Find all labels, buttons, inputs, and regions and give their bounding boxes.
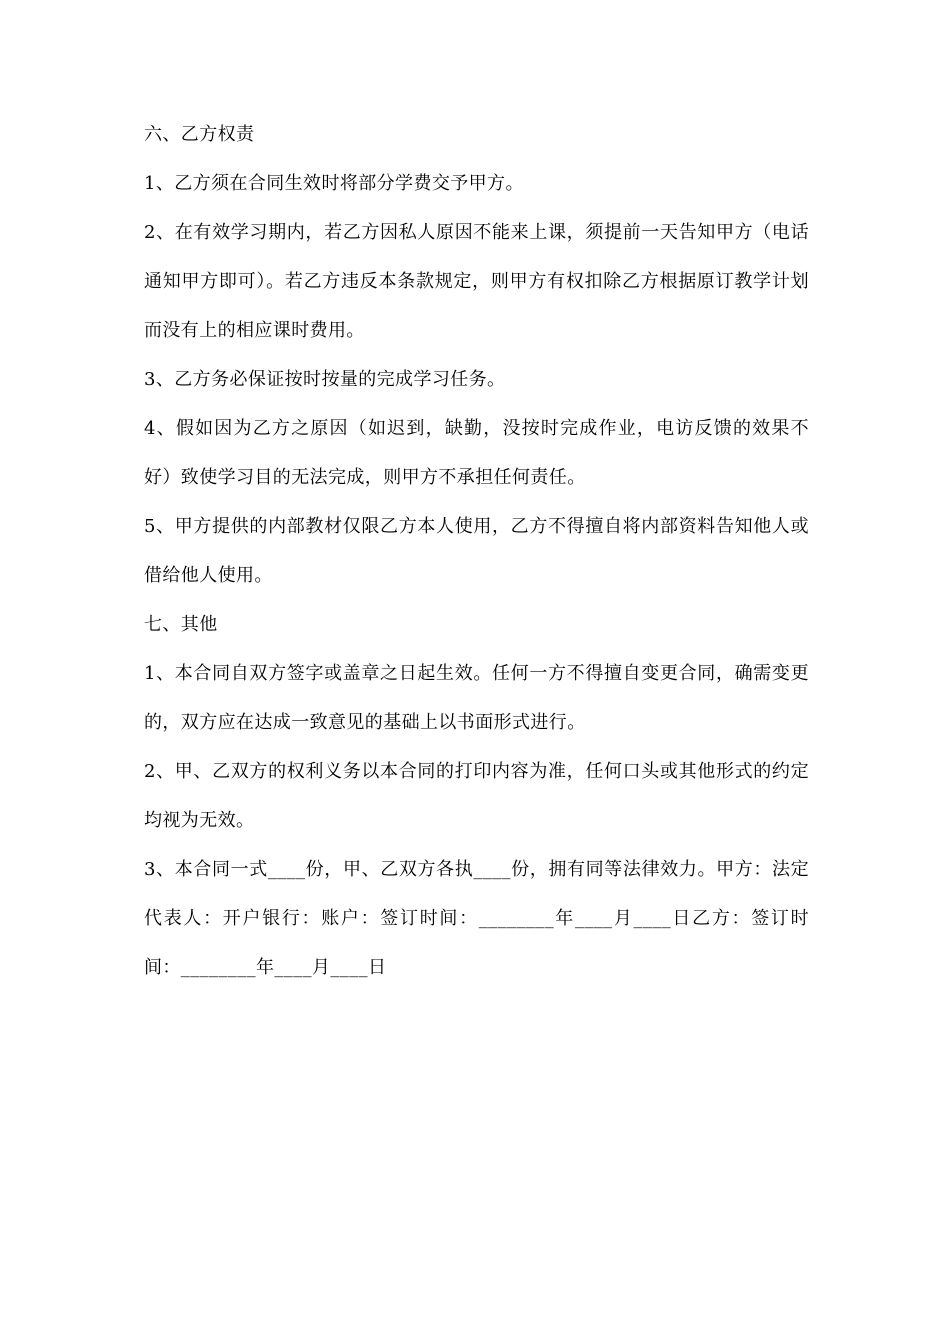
section-6-clause-4: 4、假如因为乙方之原因（如迟到，缺勤，没按时完成作业，电访反馈的效果不好）致使学习目的无法完成，则甲方不承担任何责任。: [144, 418, 809, 488]
section-7-clause-3: 3、本合同一式____份，甲、乙双方各执____份，拥有同等法律效力。甲方：法定代表人：开户银行：账户：签订时间：________年____月____日乙方：签订时间：________年____月____日: [144, 859, 809, 978]
section-6-clause-1: 1、乙方须在合同生效时将部分学费交予甲方。: [144, 173, 524, 194]
section-7-clause-2: 2、甲、乙双方的权利义务以本合同的打印内容为准，任何口头或其他形式的约定均视为无效。: [144, 761, 809, 831]
section-6-clause-3: 3、乙方务必保证按时按量的完成学习任务。: [144, 369, 506, 390]
document-body: [144, 110, 809, 992]
section-6-clause-2: 2、在有效学习期内，若乙方因私人原因不能来上课，须提前一天告知甲方（电话通知甲方即可）。若乙方违反本条款规定，则甲方有权扣除乙方根据原订教学计划而没有上的相应课时费用。: [144, 222, 809, 341]
section-7-heading: 七、其他: [144, 614, 218, 635]
section-6-heading: 六、乙方权责: [144, 124, 255, 145]
section-6-clause-5: 5、甲方提供的内部教材仅限乙方本人使用，乙方不得擅自将内部资料告知他人或借给他人使用。: [144, 516, 809, 586]
section-7-clause-1: 1、本合同自双方签字或盖章之日起生效。任何一方不得擅自变更合同，确需变更的，双方应在达成一致意见的基础上以书面形式进行。: [144, 663, 809, 733]
